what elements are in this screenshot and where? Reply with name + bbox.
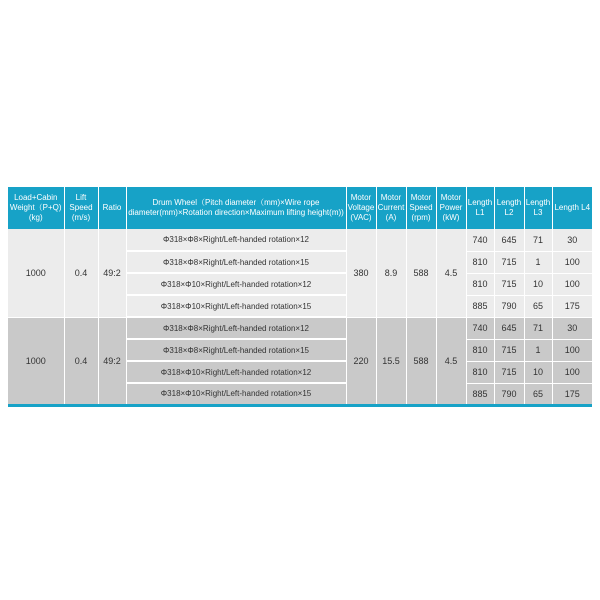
cell-l1: 885 xyxy=(466,383,494,405)
cell-power: 4.5 xyxy=(436,229,466,317)
cell-l1: 810 xyxy=(466,361,494,383)
header-row xyxy=(8,187,592,229)
cell-drum: Φ318×Φ10×Right/Left-handed rotation×15 xyxy=(126,383,346,405)
header-l1: Length L1 xyxy=(466,187,494,229)
cell-l3: 1 xyxy=(524,339,552,361)
cell-drum: Φ318×Φ10×Right/Left-handed rotation×12 xyxy=(126,273,346,295)
cell-ratio: 49:2 xyxy=(98,317,126,405)
cell-l3: 65 xyxy=(524,383,552,405)
cell-l3: 10 xyxy=(524,273,552,295)
header-l3: Length L3 xyxy=(524,187,552,229)
cell-current: 15.5 xyxy=(376,317,406,405)
cell-l1: 885 xyxy=(466,295,494,317)
cell-rpm: 588 xyxy=(406,229,436,317)
header-l2: Length L2 xyxy=(494,187,524,229)
cell-l4: 175 xyxy=(552,383,592,405)
cell-drum: Φ318×Φ8×Right/Left-handed rotation×15 xyxy=(126,251,346,273)
header-ratio: Ratio xyxy=(98,187,126,229)
header-voltage: Motor Voltage (VAC) xyxy=(346,187,376,229)
cell-ratio: 49:2 xyxy=(98,229,126,317)
cell-voltage: 380 xyxy=(346,229,376,317)
cell-l3: 1 xyxy=(524,251,552,273)
cell-l1: 740 xyxy=(466,317,494,339)
spec-table xyxy=(8,187,592,407)
table-row xyxy=(8,317,592,339)
cell-l1: 740 xyxy=(466,229,494,251)
header-rpm: Motor Speed (rpm) xyxy=(406,187,436,229)
header-speed: Lift Speed (m/s) xyxy=(64,187,98,229)
cell-l4: 30 xyxy=(552,317,592,339)
cell-load: 1000 xyxy=(8,229,64,317)
cell-l4: 30 xyxy=(552,229,592,251)
cell-l2: 715 xyxy=(494,339,524,361)
cell-l2: 715 xyxy=(494,361,524,383)
cell-l3: 10 xyxy=(524,361,552,383)
cell-l1: 810 xyxy=(466,339,494,361)
cell-l4: 100 xyxy=(552,273,592,295)
cell-speed: 0.4 xyxy=(64,317,98,405)
cell-l2: 715 xyxy=(494,273,524,295)
header-load: Load+Cabin Weight（P+Q)(kg) xyxy=(8,187,64,229)
cell-l2: 715 xyxy=(494,251,524,273)
cell-l4: 100 xyxy=(552,339,592,361)
cell-speed: 0.4 xyxy=(64,229,98,317)
header-drum: Drum Wheel（Pitch diameter（mm)×Wire rope diameter(mm)×Rotation direction×Maximum lifting height(m)) xyxy=(126,187,346,229)
cell-rpm: 588 xyxy=(406,317,436,405)
cell-l2: 645 xyxy=(494,229,524,251)
cell-power: 4.5 xyxy=(436,317,466,405)
cell-l2: 645 xyxy=(494,317,524,339)
cell-drum: Φ318×Φ10×Right/Left-handed rotation×15 xyxy=(126,295,346,317)
cell-voltage: 220 xyxy=(346,317,376,405)
cell-l3: 71 xyxy=(524,317,552,339)
header-l4: Length L4 xyxy=(552,187,592,229)
header-current: Motor Current (A) xyxy=(376,187,406,229)
cell-current: 8.9 xyxy=(376,229,406,317)
cell-l4: 100 xyxy=(552,361,592,383)
cell-load: 1000 xyxy=(8,317,64,405)
cell-l3: 71 xyxy=(524,229,552,251)
cell-drum: Φ318×Φ8×Right/Left-handed rotation×12 xyxy=(126,229,346,251)
cell-l2: 790 xyxy=(494,295,524,317)
cell-l2: 790 xyxy=(494,383,524,405)
cell-l4: 100 xyxy=(552,251,592,273)
header-power: Motor Power (kW) xyxy=(436,187,466,229)
cell-drum: Φ318×Φ10×Right/Left-handed rotation×12 xyxy=(126,361,346,383)
cell-drum: Φ318×Φ8×Right/Left-handed rotation×15 xyxy=(126,339,346,361)
cell-l1: 810 xyxy=(466,251,494,273)
cell-l1: 810 xyxy=(466,273,494,295)
cell-drum: Φ318×Φ8×Right/Left-handed rotation×12 xyxy=(126,317,346,339)
cell-l4: 175 xyxy=(552,295,592,317)
cell-l3: 65 xyxy=(524,295,552,317)
table-row xyxy=(8,229,592,251)
